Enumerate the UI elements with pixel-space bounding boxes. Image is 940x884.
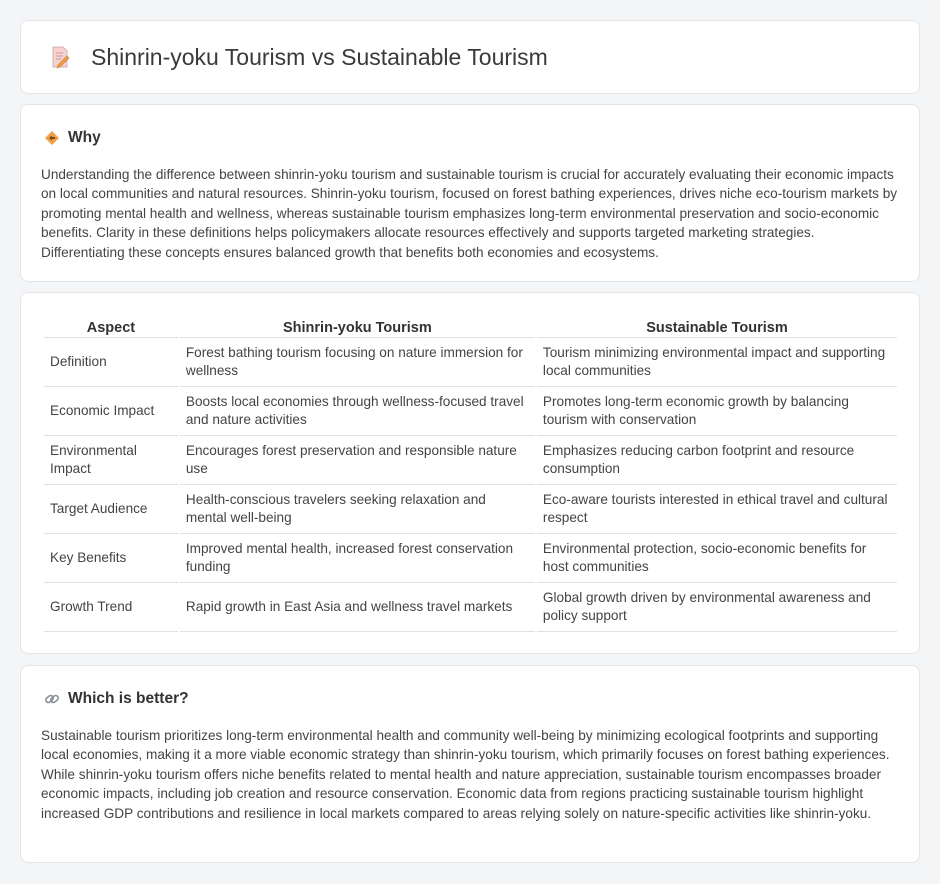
table-row — [44, 338, 897, 387]
row-shinrin-yoku: Improved mental health, increased forest conservation funding — [180, 534, 535, 583]
comparison-table — [42, 314, 899, 632]
why-section — [20, 104, 920, 282]
row-sustainable: Emphasizes reducing carbon footprint and resource consumption — [537, 436, 897, 485]
row-aspect: Definition — [44, 338, 178, 387]
row-sustainable: Eco-aware tourists interested in ethical travel and cultural respect — [537, 485, 897, 534]
comparison-card — [20, 292, 920, 654]
row-shinrin-yoku: Forest bathing tourism focusing on nature immersion for wellness — [180, 338, 535, 387]
header-sustainable: Sustainable Tourism — [537, 314, 897, 338]
which-better-text: Sustainable tourism prioritizes long-term environmental health and community well-being by minimizing ecological footprints and supporting local economies, making it a more viable economic strategy than shinrin-yoku tourism, which primarily focuses on forest bathing experiences. While shinrin-yoku tourism offers niche benefits related to mental health and nature appreciation, sustainable tourism encompasses broader economic impacts, including job creation and resource conservation. Economic data from regions practicing sustainable tourism highlight increased GDP contributions and resilience in local markets compared to areas relying solely on nature-specific activities like shinrin-yoku. — [41, 728, 890, 821]
row-aspect: Target Audience — [44, 485, 178, 534]
header-aspect: Aspect — [44, 314, 178, 338]
table-header-row — [44, 314, 897, 338]
row-sustainable: Tourism minimizing environmental impact and supporting local communities — [537, 338, 897, 387]
row-aspect: Growth Trend — [44, 583, 178, 632]
header-shinrin-yoku: Shinrin-yoku Tourism — [180, 314, 535, 338]
row-sustainable: Promotes long-term economic growth by balancing tourism with conservation — [537, 387, 897, 436]
why-text: Understanding the difference between shinrin-yoku tourism and sustainable tourism is crucial for accurately evaluating their economic impacts on local communities and natural resources. Shinrin-yoku tourism, focused on forest bathing experiences, drives niche eco-tourism markets by promoting mental health and wellness, whereas sustainable tourism emphasizes long-term environmental preservation and socio-economic benefits. Clarity in these definitions helps policymakers allocate resources effectively and supports targeted marketing strategies. Differentiating these concepts ensures balanced growth that benefits both economies and ecosystems. — [41, 167, 898, 260]
row-shinrin-yoku: Rapid growth in East Asia and wellness travel markets — [180, 583, 535, 632]
page-title: Shinrin-yoku Tourism vs Sustainable Tourism — [91, 43, 548, 70]
row-aspect: Environmental Impact — [44, 436, 178, 485]
table-row — [44, 534, 897, 583]
which-better-section — [20, 665, 920, 863]
table-row — [44, 485, 897, 534]
why-title: Why — [68, 129, 101, 146]
row-aspect: Economic Impact — [44, 387, 178, 436]
link-icon — [43, 690, 61, 708]
row-shinrin-yoku: Health-conscious travelers seeking relaxation and mental well-being — [180, 485, 535, 534]
table-row — [44, 583, 897, 632]
table-row — [44, 436, 897, 485]
document-pen-icon — [47, 44, 73, 70]
header-card — [20, 20, 920, 94]
which-better-title: Which is better? — [68, 690, 189, 707]
row-sustainable: Environmental protection, socio-economic benefits for host communities — [537, 534, 897, 583]
row-shinrin-yoku: Boosts local economies through wellness-focused travel and nature activities — [180, 387, 535, 436]
diamond-sign-icon — [43, 129, 61, 147]
table-row — [44, 387, 897, 436]
row-shinrin-yoku: Encourages forest preservation and responsible nature use — [180, 436, 535, 485]
row-aspect: Key Benefits — [44, 534, 178, 583]
row-sustainable: Global growth driven by environmental awareness and policy support — [537, 583, 897, 632]
